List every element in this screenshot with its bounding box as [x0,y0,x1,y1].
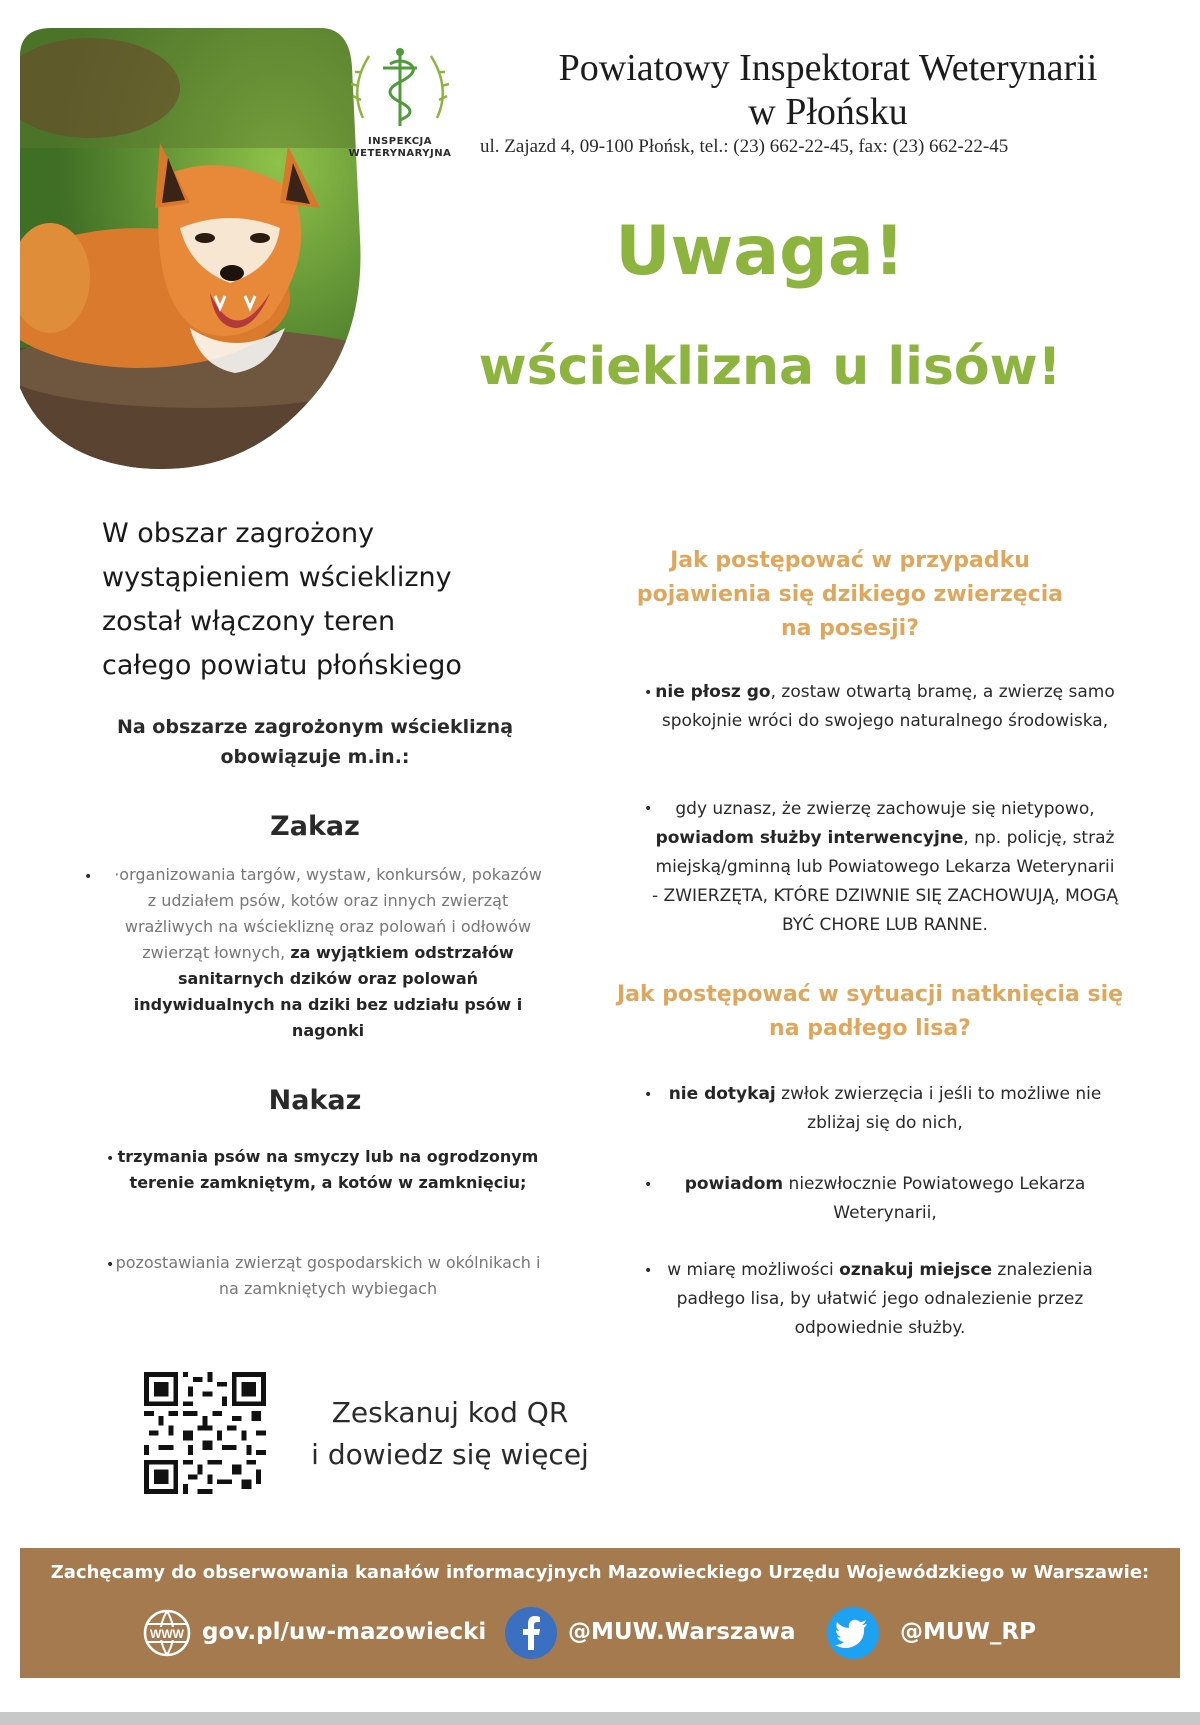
ban-item [108,862,548,1044]
advice-item-bold: oznakuj miejsce [839,1260,993,1280]
qr-caption-line: Zeskanuj kod QR [331,1396,569,1429]
ban-item-text: ·organizowania targów, wystaw, konkursów, pokazów z udziałem psów, kotów oraz innych zwierząt wrażliwych na wściekliznę oraz polowań i odłowów zwierząt łownych, [114,865,542,962]
advice-item-bold: nie płosz go [655,682,771,702]
bullet-icon: • [644,1087,653,1103]
advice-item [650,678,1120,736]
area-rules-intro: Na obszarze zagrożonym wścieklizną obowiązuje m.in.: [116,716,514,768]
advice-item-text: znalezienia padłego lisa, by ułatwić jego odnalezienie przez odpowiednie służby. [676,1260,1093,1338]
advice-item-bold: powiadom [684,1174,784,1194]
advice-item-bold: powiadom służby interwencyjne [655,828,964,848]
question-dead-fox [590,978,1150,1046]
advice-item-bold: nie dotykaj [668,1084,776,1104]
advice-item [650,795,1120,940]
advice-item [650,1170,1120,1228]
advice-item-text: niezwłocznie Powiatowego Lekarza Weterynarii, [783,1174,1086,1223]
qr-caption [290,1392,610,1476]
scan-edge-strip [0,1712,1200,1725]
logo-caption-line2: WETERYNARYJNA [348,148,452,159]
advice-item-text: gdy uznasz, że zwierzę zachowuje się nietypowo, [675,799,1095,819]
facebook-handle[interactable]: @MUW.Warszawa [568,1619,796,1645]
question-line: na padłego lisa? [769,1016,971,1041]
lead-line: W obszar zagrożony [102,518,375,549]
bullet-icon: • [106,1151,115,1167]
question-wild-animal [600,544,1100,646]
question-line: Jak postępować w sytuacji natknięcia się [616,982,1124,1007]
question-line: na posesji? [781,616,919,641]
logo-caption-line1: INSPEKCJA [367,136,433,147]
warning-heading: Uwaga! [615,212,905,291]
lead-line: wystąpieniem wścieklizny [102,562,452,593]
twitter-handle[interactable]: @MUW_RP [900,1619,1037,1645]
lead-statement [102,512,572,688]
advice-item-text: w miarę możliwości [667,1260,840,1280]
lead-line: całego powiatu płońskiego [102,650,462,681]
bullet-icon: • [106,1257,115,1273]
organization-address: ul. Zajazd 4, 09-100 Płońsk, tel.: (23) 662-22-45, fax: (23) 662-22-45 [480,136,1009,157]
logo-caption [338,136,462,160]
website-link[interactable]: gov.pl/uw-mazowiecki [202,1619,487,1645]
ban-heading: Zakaz [270,811,360,842]
bullet-icon: • [84,869,93,885]
organization-title-line2: w Płońsku [748,91,908,133]
order-item: pozostawiania zwierząt gospodarskich w okólnikach i na zamkniętych wybiegach [115,1253,541,1298]
bullet-icon: • [644,685,653,701]
warning-subheading: wścieklizna u lisów! [478,337,1062,397]
qr-code[interactable] [144,1372,266,1494]
order-item: trzymania psów na smyczy lub na ogrodzonym terenie zamkniętym, a kotów w zamknięciu; [117,1147,539,1192]
advice-item-text: zwłok zwierzęcia i jeśli to możliwe nie zbliżaj się do nich, [775,1084,1102,1133]
footer-banner [20,1548,1180,1678]
qr-caption-line: i dowiedz się więcej [311,1438,589,1471]
www-icon-text: WWW [150,1627,184,1641]
facebook-icon[interactable] [504,1606,558,1660]
advice-item-text: , np. policję, straż miejską/gminną lub Powiatowego Lekarza Weterynarii - ZWIERZĘTA, KTÓRE DZIWNIE SIĘ ZACHOWUJĄ, MOGĄ BYĆ CHORE LUB RANNE. [652,828,1118,935]
twitter-icon[interactable] [826,1606,880,1660]
bullet-icon: • [644,1177,653,1193]
advice-item-text: , zostaw otwartą bramę, a zwierzę samo spokojnie wróci do swojego naturalnego środowiska, [661,682,1115,731]
organization-title [478,46,1178,134]
bullet-icon: • [644,1263,653,1279]
organization-title-line1: Powiatowy Inspektorat Weterynarii [558,47,1098,89]
lead-line: został włączony teren [102,606,396,637]
question-line: pojawienia się dzikiego zwierzęcia [636,582,1064,607]
bullet-icon: • [644,801,653,817]
order-heading: Nakaz [268,1085,362,1116]
advice-item [640,1256,1120,1343]
www-globe-icon[interactable] [140,1606,194,1660]
advice-item [650,1080,1120,1138]
question-line: Jak postępować w przypadku [670,548,1030,573]
footer-text: Zachęcamy do obserwowania kanałów informacyjnych Mazowieckiego Urzędu Wojewódzkiego w Warszawie: [50,1562,1150,1583]
ban-item-exception: za wyjątkiem odstrzałów sanitarnych dzików oraz polowań indywidualnych na dziki bez udziału psów i nagonki [133,943,523,1040]
